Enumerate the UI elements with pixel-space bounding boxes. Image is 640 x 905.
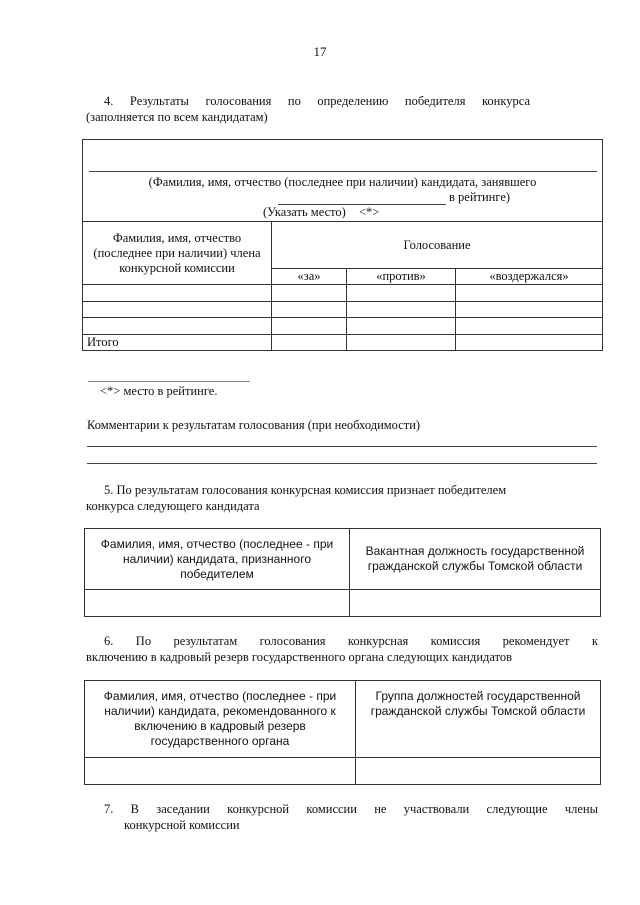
place-caption: (Указать место) (263, 205, 346, 219)
vote-abstain-header: «воздержался» (456, 269, 603, 285)
table-row (85, 758, 601, 785)
member-header: Фамилия, имя, отчество (последнее при наличии) члена конкурсной комиссии (83, 222, 272, 285)
voting-header: Голосование (272, 222, 603, 269)
reserve-col2-header: Группа должностей государственной гражданской службы Томской области (356, 681, 601, 758)
section6-heading-line1: 6. По результатам голосования конкурсная комиссия рекомендует к (104, 634, 598, 648)
vote-for-header: «за» (272, 269, 347, 285)
comments-line-1 (87, 446, 597, 447)
footnote-separator (88, 381, 250, 382)
section7-heading-line2: конкурсной комиссии (124, 818, 240, 832)
section4-heading-line2: (заполняется по всем кандидатам) (86, 110, 268, 124)
comments-label: Комментарии к результатам голосования (при необходимости) (87, 418, 421, 432)
vote-against-header: «против» (347, 269, 456, 285)
place-note-mark: <*> (358, 205, 380, 219)
total-row (83, 334, 603, 350)
reserve-table (84, 680, 601, 785)
section6-heading-line2: включению в кадровый резерв государственного органа следующих кандидатов (86, 650, 513, 664)
winner-col1-header: Фамилия, имя, отчество (последнее - при наличии) кандидата, признанного победителем (85, 529, 350, 590)
winner-col2-header: Вакантная должность государственной гражданской службы Томской области (350, 529, 601, 590)
section5-heading-line1: 5. По результатам голосования конкурсная комиссия признает победителем (104, 483, 507, 497)
reserve-col1-header: Фамилия, имя, отчество (последнее - при наличии) кандидата, рекомендованного к включению в кадровый резерв государственного органа (85, 681, 356, 758)
table-row (83, 285, 603, 301)
candidate-caption-line1: (Фамилия, имя, отчество (последнее при наличии) кандидата, занявшего (148, 175, 537, 189)
section7-heading-line1: 7. В заседании конкурсной комиссии не участвовали следующие члены (104, 802, 598, 816)
section5-heading-line2: конкурса следующего кандидата (86, 499, 260, 513)
comments-line-2 (87, 463, 597, 464)
total-label: Итого (83, 334, 272, 350)
section4-heading-line1: 4. Результаты голосования по определению победителя конкурса (104, 94, 530, 108)
table-row (83, 301, 603, 317)
candidate-caption-line2: в рейтинге) (449, 190, 511, 204)
footnote-text: <*> место в рейтинге. (100, 384, 218, 398)
table-row (83, 318, 603, 334)
table-row (85, 590, 601, 617)
votes-grid (82, 221, 603, 351)
winner-table (84, 528, 601, 617)
candidate-name-line (89, 171, 597, 172)
page-number: 17 (313, 44, 327, 59)
